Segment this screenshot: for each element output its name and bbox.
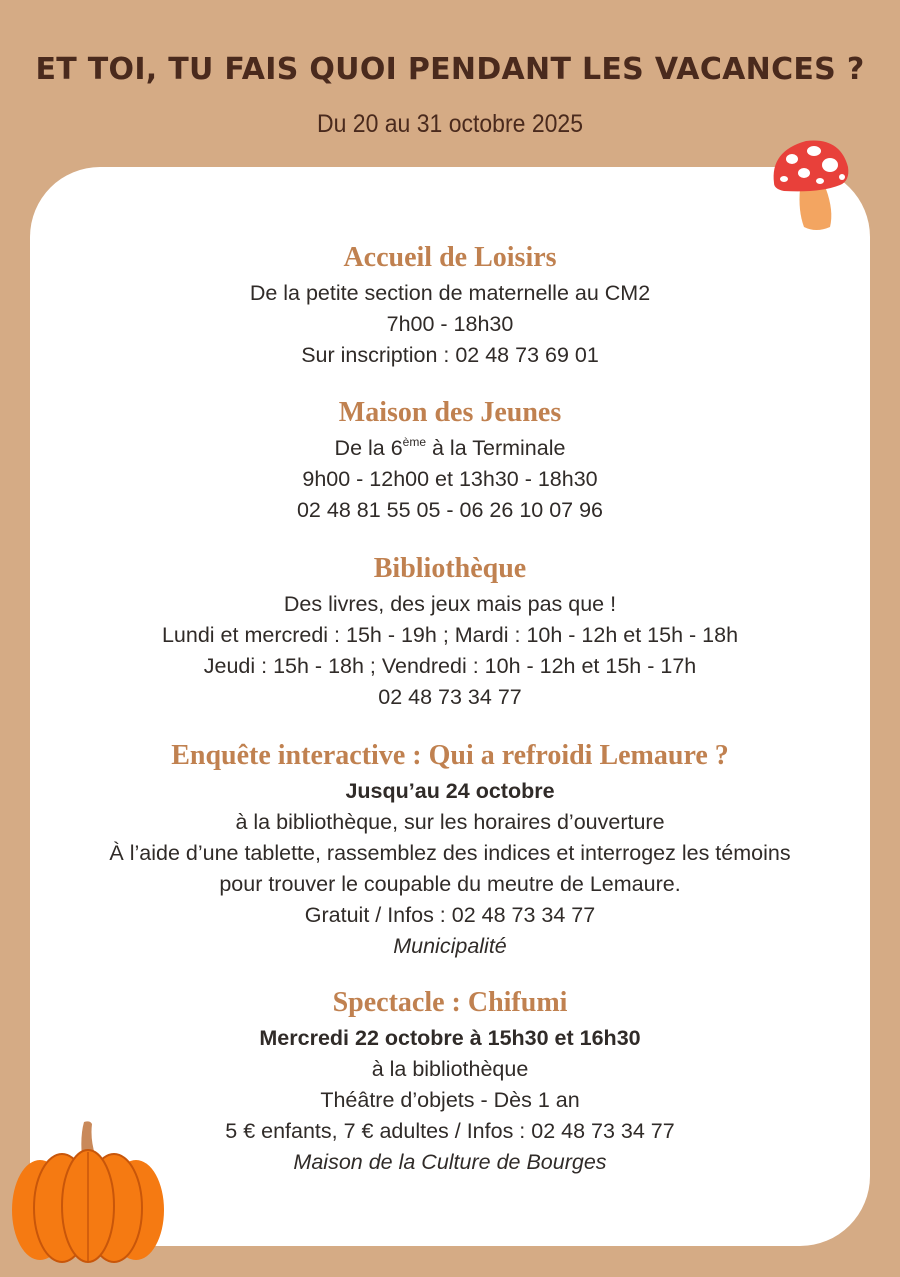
section-line: Gratuit / Infos : 02 48 73 34 77 [304,903,596,927]
section-title: Spectacle : Chifumi [332,987,568,1018]
organizer: Maison de la Culture de Bourges [293,1150,607,1174]
section-line: Lundi et mercredi : 15h - 19h ; Mardi : 10h - 12h et 15h - 18h [161,623,739,647]
section-line: pour trouver le coupable du meutre de Lemaure. [219,872,681,896]
section-line: À l’aide d’une tablette, rassemblez des indices et interrogez les témoins [109,841,791,865]
section-line: Sur inscription : 02 48 73 69 01 [301,343,599,367]
section-spectacle [0,983,900,1178]
event-date: Jusqu’au 24 octobre [345,779,555,803]
section-line: à la bibliothèque, sur les horaires d’ouverture [235,810,665,834]
section-title: Enquête interactive : Qui a refroidi Lemaure ? [171,740,729,771]
page-title: ET TOI, TU FAIS QUOI PENDANT LES VACANCES ? [35,52,865,87]
section-title: Accueil de Loisirs [343,242,557,273]
section-line: Jeudi : 15h - 18h ; Vendredi : 10h - 12h et 15h - 17h [203,654,697,678]
section-line: à la bibliothèque [371,1057,529,1081]
date-range: Du 20 au 31 octobre 2025 [317,110,583,138]
section-line: 5 € enfants, 7 € adultes / Infos : 02 48 73 34 77 [225,1119,675,1143]
section-accueil-loisirs [0,238,900,371]
section-title: Bibliothèque [373,553,527,584]
section-maison-des-jeunes [0,393,900,526]
organizer: Municipalité [393,934,507,958]
mushroom-icon [770,137,852,233]
section-line: 9h00 - 12h00 et 13h30 - 18h30 [302,467,598,491]
section-title: Maison des Jeunes [338,397,562,428]
section-line: 02 48 73 34 77 [378,685,522,709]
event-date: Mercredi 22 octobre à 15h30 et 16h30 [259,1026,641,1050]
section-line: De la petite section de maternelle au CM2 [249,281,651,305]
section-line: 7h00 - 18h30 [386,312,514,336]
section-bibliotheque [0,549,900,713]
section-line: Des livres, des jeux mais pas que ! [283,592,617,616]
section-enquete-interactive [0,736,900,962]
level-range: De la 6ème à la Terminale [334,435,566,460]
section-line: Théâtre d’objets - Dès 1 an [320,1088,580,1112]
section-line: 02 48 81 55 05 - 06 26 10 07 96 [296,498,604,522]
